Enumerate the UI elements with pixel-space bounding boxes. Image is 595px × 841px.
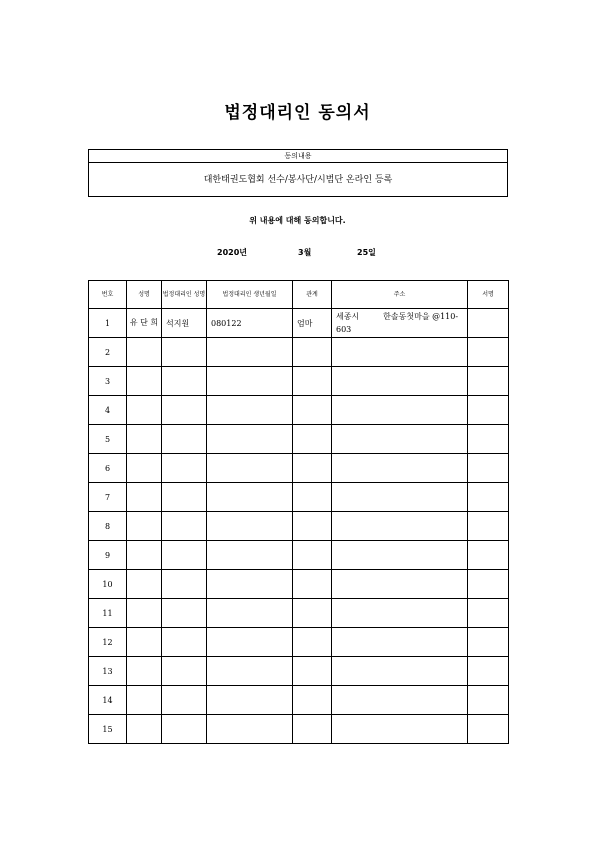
row-relation: 엄마 bbox=[293, 309, 332, 338]
row-guardian-name bbox=[162, 454, 207, 483]
table-row bbox=[89, 541, 509, 570]
row-signature bbox=[468, 541, 509, 570]
guardian-table bbox=[88, 280, 509, 744]
row-guardian-name bbox=[162, 367, 207, 396]
header-name: 성명 bbox=[127, 281, 162, 309]
row-relation bbox=[293, 483, 332, 512]
row-number: 4 bbox=[89, 396, 127, 425]
header-guardian-name: 법정대리인 성명 bbox=[162, 281, 207, 309]
row-address bbox=[332, 512, 468, 541]
table-row bbox=[89, 715, 509, 744]
table-row bbox=[89, 396, 509, 425]
table-row bbox=[89, 454, 509, 483]
row-number: 3 bbox=[89, 367, 127, 396]
row-guardian-name bbox=[162, 570, 207, 599]
row-guardian-name bbox=[162, 628, 207, 657]
row-address bbox=[332, 657, 468, 686]
row-address bbox=[332, 570, 468, 599]
row-relation bbox=[293, 715, 332, 744]
table-row bbox=[89, 367, 509, 396]
row-guardian-birth bbox=[207, 657, 293, 686]
row-guardian-name bbox=[162, 541, 207, 570]
row-guardian-birth bbox=[207, 425, 293, 454]
row-number: 2 bbox=[89, 338, 127, 367]
row-guardian-birth bbox=[207, 570, 293, 599]
row-number: 5 bbox=[89, 425, 127, 454]
row-number: 15 bbox=[89, 715, 127, 744]
header-relation: 관계 bbox=[293, 281, 332, 309]
row-guardian-birth bbox=[207, 628, 293, 657]
row-signature bbox=[468, 338, 509, 367]
table-row bbox=[89, 512, 509, 541]
row-signature bbox=[468, 454, 509, 483]
row-guardian-birth bbox=[207, 686, 293, 715]
row-guardian-name bbox=[162, 599, 207, 628]
row-guardian-name bbox=[162, 483, 207, 512]
row-signature bbox=[468, 686, 509, 715]
row-name bbox=[127, 628, 162, 657]
table-row bbox=[89, 338, 509, 367]
row-guardian-birth bbox=[207, 483, 293, 512]
row-name bbox=[127, 541, 162, 570]
table-row bbox=[89, 309, 509, 338]
header-no: 번호 bbox=[89, 281, 127, 309]
row-name bbox=[127, 338, 162, 367]
row-signature bbox=[468, 483, 509, 512]
row-relation bbox=[293, 425, 332, 454]
row-address bbox=[332, 367, 468, 396]
row-relation bbox=[293, 512, 332, 541]
row-number: 12 bbox=[89, 628, 127, 657]
row-relation bbox=[293, 367, 332, 396]
row-address bbox=[332, 599, 468, 628]
header-signature: 서명 bbox=[468, 281, 509, 309]
row-number: 10 bbox=[89, 570, 127, 599]
row-guardian-birth bbox=[207, 541, 293, 570]
row-name bbox=[127, 425, 162, 454]
row-guardian-name bbox=[162, 338, 207, 367]
row-guardian-name bbox=[162, 425, 207, 454]
row-relation bbox=[293, 599, 332, 628]
row-signature bbox=[468, 570, 509, 599]
row-relation bbox=[293, 628, 332, 657]
row-relation bbox=[293, 657, 332, 686]
row-guardian-birth bbox=[207, 512, 293, 541]
row-address bbox=[332, 686, 468, 715]
row-name bbox=[127, 396, 162, 425]
row-guardian-name bbox=[162, 512, 207, 541]
consent-content: 대한태권도협회 선수/봉사단/시범단 온라인 등록 bbox=[203, 175, 393, 185]
row-name bbox=[127, 570, 162, 599]
row-relation bbox=[293, 570, 332, 599]
row-name bbox=[127, 367, 162, 396]
row-number: 7 bbox=[89, 483, 127, 512]
row-signature bbox=[468, 715, 509, 744]
row-relation bbox=[293, 338, 332, 367]
consent-box bbox=[88, 149, 508, 197]
row-address bbox=[332, 454, 468, 483]
row-number: 1 bbox=[89, 309, 127, 338]
row-relation bbox=[293, 454, 332, 483]
row-relation bbox=[293, 396, 332, 425]
row-guardian-birth bbox=[207, 396, 293, 425]
date-day: 25일 bbox=[357, 248, 376, 257]
date-year: 2020년 bbox=[217, 248, 247, 257]
row-signature bbox=[468, 628, 509, 657]
row-signature bbox=[468, 396, 509, 425]
table-header-row bbox=[89, 281, 509, 309]
row-name bbox=[127, 454, 162, 483]
header-address: 주소 bbox=[332, 281, 468, 309]
row-name bbox=[127, 715, 162, 744]
date-month: 3월 bbox=[298, 248, 312, 257]
header-guardian-birth: 법정대리인 생년월일 bbox=[207, 281, 293, 309]
row-name bbox=[127, 599, 162, 628]
row-signature bbox=[468, 367, 509, 396]
row-name: 유 단 희 bbox=[127, 309, 162, 338]
table-row bbox=[89, 599, 509, 628]
row-relation bbox=[293, 541, 332, 570]
row-guardian-birth bbox=[207, 454, 293, 483]
row-guardian-name bbox=[162, 715, 207, 744]
row-guardian-birth bbox=[207, 715, 293, 744]
table-row bbox=[89, 657, 509, 686]
row-signature bbox=[468, 512, 509, 541]
row-address: 세종시 한솔동첫마을 @110-603 bbox=[332, 309, 468, 338]
table-row bbox=[89, 628, 509, 657]
table-row bbox=[89, 425, 509, 454]
row-signature bbox=[468, 309, 509, 338]
row-number: 14 bbox=[89, 686, 127, 715]
document-title: 법정대리인 동의서 bbox=[224, 103, 371, 123]
row-address bbox=[332, 715, 468, 744]
row-address bbox=[332, 483, 468, 512]
row-guardian-birth: 080122 bbox=[207, 309, 293, 338]
row-number: 11 bbox=[89, 599, 127, 628]
row-signature bbox=[468, 657, 509, 686]
row-name bbox=[127, 657, 162, 686]
row-address bbox=[332, 425, 468, 454]
table-row bbox=[89, 483, 509, 512]
row-number: 8 bbox=[89, 512, 127, 541]
row-name bbox=[127, 512, 162, 541]
row-guardian-name: 석지원 bbox=[162, 309, 207, 338]
row-address bbox=[332, 628, 468, 657]
row-guardian-birth bbox=[207, 367, 293, 396]
table-row bbox=[89, 570, 509, 599]
row-signature bbox=[468, 425, 509, 454]
row-guardian-name bbox=[162, 686, 207, 715]
row-guardian-name bbox=[162, 396, 207, 425]
row-guardian-birth bbox=[207, 599, 293, 628]
row-address bbox=[332, 541, 468, 570]
row-number: 6 bbox=[89, 454, 127, 483]
consent-header: 동의내용 bbox=[89, 150, 507, 163]
row-relation bbox=[293, 686, 332, 715]
row-number: 9 bbox=[89, 541, 127, 570]
row-guardian-name bbox=[162, 657, 207, 686]
row-guardian-birth bbox=[207, 338, 293, 367]
row-address bbox=[332, 338, 468, 367]
row-address bbox=[332, 396, 468, 425]
agree-statement: 위 내용에 대해 동의합니다. bbox=[249, 216, 346, 225]
row-signature bbox=[468, 599, 509, 628]
row-name bbox=[127, 483, 162, 512]
row-name bbox=[127, 686, 162, 715]
table-row bbox=[89, 686, 509, 715]
row-number: 13 bbox=[89, 657, 127, 686]
